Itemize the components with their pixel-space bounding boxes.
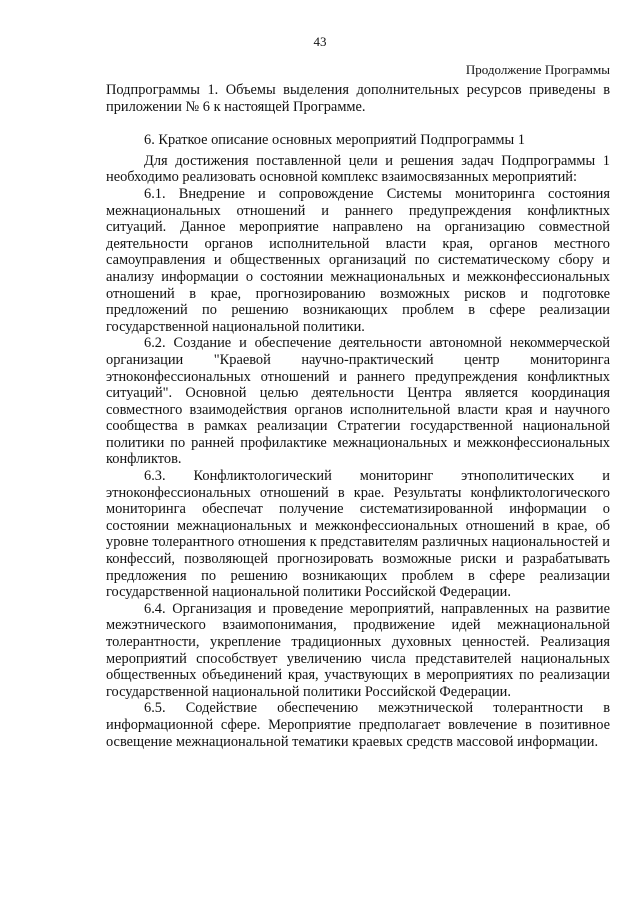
lead-paragraph: Для достижения поставленной цели и решения задач Подпрограммы 1 необходимо реализовать основной комплекс взаимосвязанных мероприятий: bbox=[106, 152, 610, 186]
page-number: 43 bbox=[313, 34, 327, 49]
item-6-1: 6.1. Внедрение и сопровождение Системы мониторинга состояния межнациональных отношений и раннего предупреждения конфликтных ситуаций. Данное мероприятие направлено на организацию совместной деятельности органов исполнительной власти края, органов местного самоуправления и общественных организаций по систематическому сбору и анализу информации о состоянии межнациональных и межконфессиональных отношений в крае, прогнозированию возможных рисков и подготовке предложений по решению возникающих проблем в сфере реализации государственной национальной политики. bbox=[106, 185, 610, 335]
section-title: 6. Краткое описание основных мероприятий Подпрограммы 1 bbox=[144, 132, 525, 149]
document-body bbox=[106, 82, 610, 750]
item-6-3: 6.3. Конфликтологический мониторинг этнополитических и этноконфессиональных отношений в крае. Результаты конфликтологического мониторинга обеспечат получение систематизированной информации о состоянии межнациональных и межконфессиональных отношений в крае, об уровне толерантного отношения к представителям различных национальностей и конфессий, позволяющей прогнозировать возможные риски и разрабатывать предложения по решению возникающих проблем в сфере реализации государственной национальной политики Российской Федерации. bbox=[106, 468, 610, 601]
continuation-note: Продолжение Программы bbox=[465, 62, 610, 77]
item-6-4: 6.4. Организация и проведение мероприятий, направленных на развитие межэтнического взаимопонимания, продвижение идей межнациональной толерантности, укрепление традиционных духовных ценностей. Реализация мероприятий способствует увеличению числа представителей национальных общественных объединений края, участвующих в мероприятиях по реализации государственной национальной политики Российской Федерации. bbox=[106, 600, 610, 700]
item-6-2: 6.2. Создание и обеспечение деятельности автономной некоммерческой организации "Краевой научно-практический центр мониторинга этноконфессиональных отношений и раннего предупреждения конфликтных ситуаций". Основной целью деятельности Центра является координация совместного взаимодействия органов исполнительной власти края и научного сообщества в рамках реализации Стратегии государственной национальной политики по ранней профилактике межнациональных и межконфессиональных конфликтов. bbox=[106, 335, 610, 468]
item-6-5: 6.5. Содействие обеспечению межэтнической толерантности в информационной сфере. Мероприятие предполагает вовлечение в позитивное освещение межнациональной тематики краевых средств массовой информации. bbox=[106, 700, 610, 750]
intro-paragraph: Подпрограммы 1. Объемы выделения дополнительных ресурсов приведены в приложении № 6 к настоящей Программе. bbox=[106, 82, 610, 115]
